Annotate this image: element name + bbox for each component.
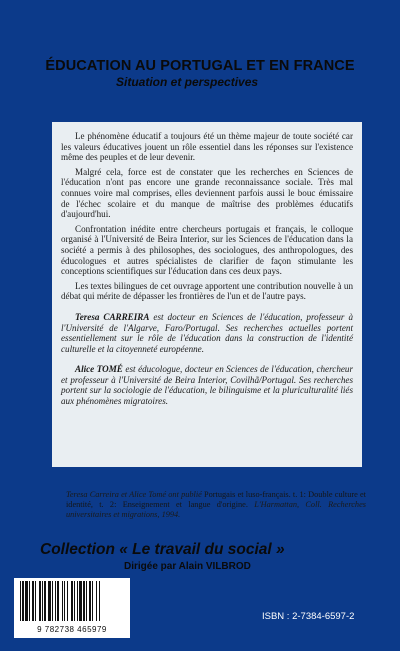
barcode [14, 578, 130, 638]
reference-main: Portugais et luso-français. t. 1: Double culture et identité, t. 2: Enseignement et langue d'origine. [66, 490, 366, 509]
book-title: ÉDUCATION AU PORTUGAL ET EN FRANCE [45, 58, 355, 74]
author-name: Alice TOMÉ [75, 364, 123, 375]
summary-paragraph: Le phénomène éducatif a toujours été un thème majeur de toute société car les valeurs éducatives jouent un rôle essentiel dans les réponses sur l'existence même des peuples et de leur devenir. [61, 131, 353, 163]
book-subtitle: Situation et perspectives [116, 75, 259, 89]
collection-director: Dirigée par Alain VILBROD [124, 561, 251, 572]
previous-publications [66, 490, 366, 520]
author-bio [61, 364, 353, 406]
isbn: ISBN : 2-7384-6597-2 [262, 611, 355, 622]
summary-panel [52, 122, 362, 467]
barcode-bars [18, 581, 126, 625]
author-bio-text: est docteur en Sciences de l'éducation, professeur à l'Université de l'Algarve, Faro/Portugal. Ses recherches actuelles portent essentiellement sur le rôle de l'éducation dans la construction de l'identité culturelle et la citoyenneté européenne. [61, 311, 354, 354]
summary-paragraph: Malgré cela, force est de constater que les recherches en Sciences de l'éducation n'ont pas encore une grande reconnaissance sociale. Très mal connues voire mal comprises, elles deviennent parfois aussi le bouc émissaire de l'échec scolaire et du manque de maîtrise des problèmes éducatifs d'aujourd'hui. [61, 166, 353, 220]
summary-paragraph: Confrontation inédite entre chercheurs portugais et français, le colloque organisé à l'Université de Beira Interior, sur les Sciences de l'éducation dans la société a permis à des philosophes, des sociologues, des anthropologues, des éducologues et autres spécialistes de clarifier de façon stimulante les conceptions scientifiques sur l'éducation dans ces deux pays. [61, 223, 353, 277]
collection-name: Collection « Le travail du social » [40, 541, 285, 558]
barcode-number: 9 782738 465979 [37, 625, 107, 634]
summary-paragraph: Les textes bilingues de cet ouvrage apportent une contribution nouvelle à un débat qui mérite de dépasser les frontières de l'un et de l'autre pays. [61, 280, 353, 302]
title-block [8, 58, 392, 89]
reference-intro: Teresa Carreira et Alice Tomé ont publié [66, 490, 205, 499]
author-bio-text: est éducologue, docteur en Sciences de l'éducation, chercheur et professeur à l'Université de Beira Interior, Covilhã/Portugal. Ses recherches portent sur la sociologie de l'éducation, le bilinguisme et la pluriculturalité liés aux phénomènes migratoires. [61, 364, 353, 407]
author-bio [61, 312, 353, 354]
author-name: Teresa CARREIRA [75, 311, 150, 322]
reference-publisher: L'Harmattan, Coll. Recherches universitaires et migrations, 1994. [66, 500, 366, 519]
